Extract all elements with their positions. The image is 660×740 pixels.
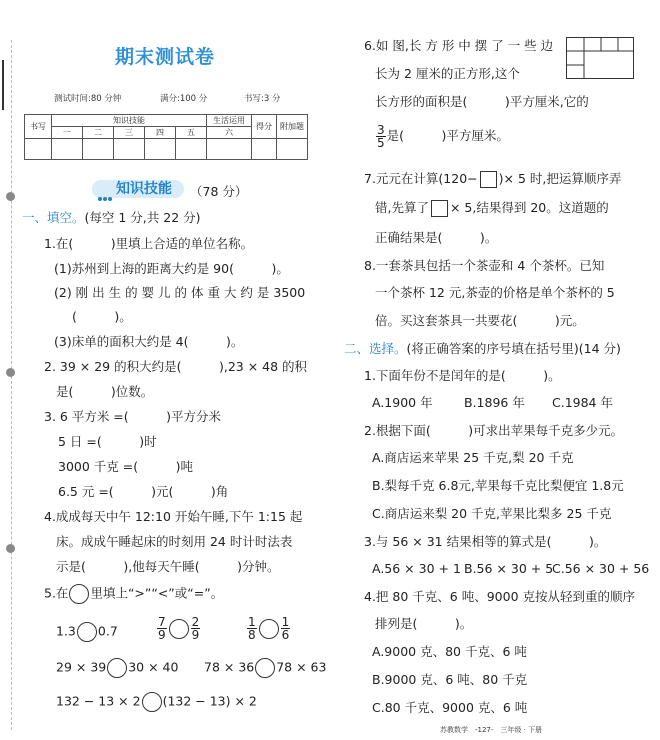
compare-circle[interactable] (107, 658, 127, 678)
score-cell[interactable] (83, 139, 114, 160)
q1a: (1)苏州到上海的距离大约是 90( )。 (54, 261, 289, 276)
part1-heading: 一、填空。 (22, 210, 85, 225)
score-cell[interactable] (176, 139, 207, 160)
sub-col: 三 (114, 127, 145, 139)
sub-col: 一 (52, 127, 83, 139)
page-footer: 苏教数学 -127- 三年级 · 下册 (440, 726, 543, 734)
s4-opt-b: B.9000 克、6 吨、80 千克 (372, 672, 528, 687)
q1c: (3)床单的面积大约是 4( )。 (54, 334, 244, 349)
part2-note: (将正确答案的序号填在括号里)(14 分) (406, 341, 621, 356)
binder-margin (0, 0, 18, 740)
s4: 4.把 80 千克、6 吨、9000 克按从轻到重的顺序 (364, 589, 635, 604)
sub-col: 四 (145, 127, 176, 139)
s2: 2.根据下面( )可求出苹果每千克多少元。 (364, 423, 624, 438)
q7-cont: 错,先算了 × 5,结果得到 20。这道题的 (375, 200, 609, 215)
score-cell[interactable] (207, 139, 252, 160)
score-table (24, 114, 308, 160)
q5-post: 里填上“>”“<”或“=”。 (90, 585, 224, 601)
part2-heading: 二、选择。 (344, 341, 407, 356)
compare-5: 78 × 36 78 × 63 (204, 658, 326, 678)
s3-opt-c: C.56 × 30 + 56 (552, 561, 650, 576)
sub-col: 二 (83, 127, 114, 139)
group-knowledge: 知识技能 (52, 115, 207, 127)
compare-1: 1.3 0.7 (56, 622, 118, 642)
section-dots-icon (98, 186, 113, 205)
compare-4: 29 × 39 30 × 40 (56, 658, 178, 678)
q7: 7.元元在计算(120− )× 5 时,把运算顺序弄 (364, 171, 622, 186)
compare-circle[interactable] (77, 622, 97, 642)
q6: 6.如 图,长 方 形 中 摆 了 一 些 边 (364, 38, 554, 53)
q4-cont: 床。成成午睡起床的时刻用 24 时计时法表 (56, 534, 293, 549)
q4-cont2: 示是( ),他每天午睡( )分钟。 (56, 559, 280, 574)
compare-3: $\frac{1}{8}$ $\frac{1}{6}$ (248, 615, 290, 642)
q8-cont2: 倍。买这套茶具一共要花( )元。 (375, 313, 585, 328)
s2-opt-c: C.商店运来梨 20 千克,苹果比梨多 25 千克 (372, 506, 612, 521)
q3a: 3. 6 平方米 =( )平方分米 (44, 409, 222, 424)
score-cell[interactable] (145, 139, 176, 160)
s1-opt-c: C.1984 年 (552, 395, 613, 410)
s3: 3.与 56 × 31 结果相等的算式是( )。 (364, 534, 607, 549)
q3c: 3000 千克 =( )吨 (58, 459, 193, 474)
compare-circle[interactable] (69, 584, 89, 604)
q1b: (2) 刚 出 生 的 婴 儿 的 体 重 大 约 是 3500 (54, 285, 306, 300)
sub-col: 五 (176, 127, 207, 139)
score-cell[interactable] (114, 139, 145, 160)
test-time: 测试时间:80 分钟 (54, 94, 122, 104)
q5-pre: 5.在 (44, 585, 69, 601)
q2: 2. 39 × 29 的积大约是( ),23 × 48 的积 (44, 359, 308, 374)
col-write: 书写 (25, 115, 52, 139)
s1: 1.下面年份不是闰年的是( )。 (364, 368, 561, 383)
q8: 8.一套茶具包括一个茶壶和 4 个茶杯。已知 (364, 258, 605, 273)
q1: 1.在( )里填上合适的单位名称。 (44, 236, 254, 251)
blank-square[interactable] (431, 200, 448, 217)
score-cell[interactable] (277, 139, 308, 160)
q6-cont: 长为 2 厘米的正方形,这个 (375, 66, 520, 81)
sub-col: 六 (207, 127, 252, 139)
score-cell[interactable] (252, 139, 277, 160)
col-extra: 附加题 (277, 115, 308, 139)
binder-hole (6, 192, 15, 201)
s2-opt-b: B.梨每千克 6.8元,苹果每千克比梨便宜 1.8元 (372, 478, 624, 493)
s2-opt-a: A.商店运来苹果 25 千克,梨 20 千克 (372, 450, 574, 465)
blank-square[interactable] (480, 171, 497, 188)
fold-line (11, 40, 12, 730)
q1b-cont: ( )。 (72, 309, 132, 324)
s1-opt-b: B.1896 年 (464, 395, 525, 410)
compare-circle[interactable] (169, 619, 189, 639)
page-title: 期末测试卷 (114, 46, 215, 68)
score-cell[interactable] (25, 139, 52, 160)
part1-heading-line (22, 210, 201, 226)
part1-note: (每空 1 分,共 22 分) (84, 210, 201, 225)
compare-6: 132 − 13 × 2 (132 − 13) × 2 (56, 692, 257, 712)
s3-opt-a: A.56 × 30 + 1 (372, 561, 461, 576)
score-cell[interactable] (52, 139, 83, 160)
s4-opt-c: C.80 千克、9000 克、6 吨 (372, 700, 528, 715)
q6-cont3: $\frac{3}{5}$ 是( )平方厘米。 (377, 123, 509, 150)
s3-opt-b: B.56 × 30 + 5 (464, 561, 554, 576)
part2-heading-line (344, 341, 621, 357)
compare-circle[interactable] (255, 658, 275, 678)
q8-cont: 一个茶杯 12 元,茶壶的价格是单个茶杯的 5 (375, 285, 615, 300)
col-score: 得分 (252, 115, 277, 139)
binder-hole (6, 544, 15, 553)
q5 (44, 584, 223, 604)
handwriting-score: 书写:3 分 (244, 94, 281, 104)
compare-circle[interactable] (259, 619, 279, 639)
s4-cont: 排列是( )。 (375, 616, 473, 631)
rectangle-grid-figure (566, 37, 634, 79)
q6-cont2: 长方形的面积是( )平方厘米,它的 (375, 94, 589, 109)
section-title: 知识技能 (116, 181, 172, 197)
group-apply: 生活运用 (207, 115, 252, 127)
q3d: 6.5 元 =( )元( )角 (58, 484, 229, 499)
q3b: 5 日 =( )时 (58, 434, 157, 449)
binder-hole (6, 368, 15, 377)
q2-cont: 是( )位数。 (56, 384, 154, 399)
full-score: 满分:100 分 (160, 94, 208, 104)
q4: 4.成成每天中午 12:10 开始午睡,下午 1:15 起 (44, 509, 303, 524)
compare-circle[interactable] (142, 692, 162, 712)
q7-cont2: 正确结果是( )。 (375, 230, 498, 245)
section-points: （78 分） (190, 184, 248, 199)
s1-opt-a: A.1900 年 (372, 395, 433, 410)
compare-2: $\frac{7}{9}$ $\frac{2}{9}$ (158, 615, 200, 642)
s4-opt-a: A.9000 克、80 千克、6 吨 (372, 644, 527, 659)
